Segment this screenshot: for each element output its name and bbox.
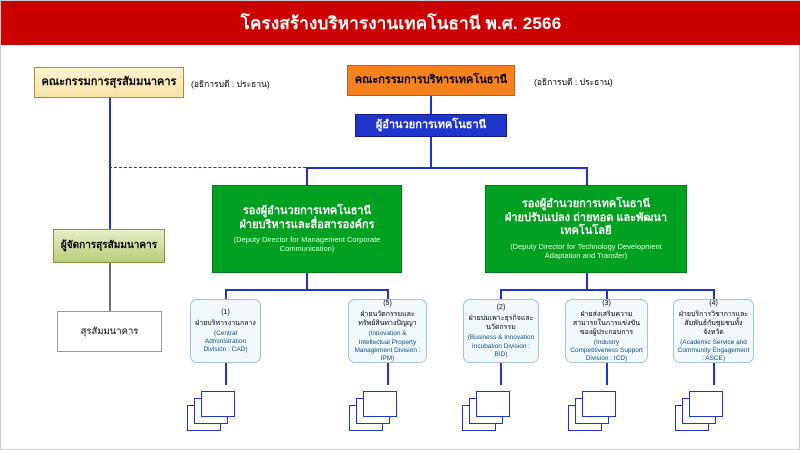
- division-2-number: (2): [496, 304, 506, 312]
- document-stack-3: [568, 385, 620, 431]
- node-deputy-director-management[interactable]: [212, 185, 402, 273]
- connector-deputy-left-bar: [225, 289, 387, 291]
- division-card-2[interactable]: [463, 299, 539, 363]
- note-council: (อธิการบดี : ประธาน): [191, 79, 270, 89]
- document-stack-2: [462, 385, 514, 431]
- document-sheet: [582, 391, 616, 417]
- node-council-label: คณะกรรมการสุรสัมมนาคาร: [41, 75, 177, 88]
- connector-div4: [713, 289, 715, 299]
- division-4-number: (4): [709, 299, 718, 307]
- node-deputy-left-line2: ฝ่ายบริหารและสื่อสารองค์กร: [239, 218, 375, 231]
- node-deputy-right-en: (Deputy Director for Technology Development Adaptation and Transfer): [510, 242, 662, 261]
- division-card-3[interactable]: [565, 299, 648, 363]
- node-deputy-director-technology[interactable]: [485, 185, 687, 273]
- connector-card3-stack: [606, 363, 608, 385]
- division-1-number: (1): [221, 308, 230, 316]
- node-admin-committee[interactable]: [347, 65, 515, 96]
- connector-card1-stack: [225, 363, 227, 385]
- division-2-title-th: ฝ่ายบ่มเพาะธุรกิจและนวัตกรรม: [468, 315, 534, 332]
- document-sheet: [201, 391, 235, 417]
- connector-committee-director: [430, 96, 432, 114]
- division-1-title-th: ฝ่ายบริหารงานกลาง: [195, 319, 256, 327]
- connector-card2-stack: [500, 363, 502, 385]
- node-director-label: ผู้อำนวยการเทคโนธานี: [375, 118, 487, 131]
- document-stack-4: [675, 385, 727, 431]
- document-sheet: [476, 391, 510, 417]
- connector-card5-stack: [387, 363, 389, 385]
- division-3-title-en: (Industry Competitiveness Support Division : ICD): [570, 339, 643, 363]
- division-card-1[interactable]: [190, 299, 261, 363]
- division-card-4[interactable]: [673, 299, 754, 363]
- node-council[interactable]: [34, 67, 184, 98]
- connector-manager-building: [109, 263, 111, 311]
- division-1-title-en: (Central Administration Division : CAD): [203, 329, 248, 354]
- document-sheet: [363, 391, 397, 417]
- node-deputy-left-en: (Deputy Director for Management Corporate Communication): [233, 235, 381, 254]
- connector-deputy-left-down: [306, 273, 308, 289]
- division-2-title-en: (Business & Innovation Incubation Division : BID): [467, 334, 535, 358]
- connector-council-down: [109, 98, 111, 168]
- connector-div3: [606, 289, 608, 299]
- division-4-title-th: ฝ่ายบริการวิชาการและสัมพันธ์กับชุมชนทั้งจังหวัด: [678, 310, 749, 336]
- connector-spine-deputy-right: [586, 167, 588, 185]
- division-5-title-en: (Innovation & Intellectual Property Management Division : IPM): [354, 330, 421, 362]
- connector-dashed-council: [109, 167, 306, 168]
- node-deputy-left-line1: รองผู้อำนวยการเทคโนธานี: [242, 204, 372, 217]
- page-title: โครงสร้างบริหารงานเทคโนธานี พ.ศ. 2566: [1, 1, 800, 45]
- node-surasammanakarn[interactable]: [57, 311, 162, 352]
- connector-div2: [500, 289, 502, 299]
- connector-card4-stack: [713, 363, 715, 385]
- node-director[interactable]: [355, 114, 507, 137]
- division-5-number: (5): [383, 300, 392, 308]
- connector-director-down: [430, 137, 432, 167]
- document-stack-1: [187, 385, 239, 431]
- node-deputy-right-line2: ฝ่ายปรับแปลง ถ่ายทอด และพัฒนาเทคโนโลยี: [504, 211, 668, 238]
- node-deputy-right-line1: รองผู้อำนวยการเทคโนธานี: [521, 197, 651, 210]
- division-4-title-en: (Academic Service and Community Engagement : ASCE): [677, 339, 750, 363]
- connector-div5: [387, 289, 389, 299]
- division-card-5[interactable]: [348, 299, 427, 363]
- division-5-title-th: ฝ่ายนวัตกรรมและทรัพย์สินทางปัญญา: [358, 311, 417, 328]
- node-admin-committee-label: คณะกรรมการบริหารเทคโนธานี: [354, 73, 508, 86]
- note-admin-committee: (อธิการบดี : ประธาน): [534, 77, 613, 87]
- division-3-title-th: ฝ่ายส่งเสริมความสามารถในการแข่งขันของผู้ประกอบการ: [572, 310, 641, 336]
- division-3-number: (3): [602, 299, 611, 307]
- connector-deputy-right-down: [586, 273, 588, 289]
- node-manager-label: ผู้จัดการสุรสัมมนาคาร: [60, 239, 158, 251]
- connector-spine-deputy-left: [306, 167, 308, 185]
- connector-spine: [306, 167, 586, 169]
- document-sheet: [689, 391, 723, 417]
- node-manager[interactable]: [53, 229, 165, 263]
- document-stack-5: [349, 385, 401, 431]
- node-surasammanakarn-label: สุรสัมมนาคาร: [80, 325, 139, 337]
- connector-div1: [225, 289, 227, 299]
- connector-council-manager: [109, 167, 111, 229]
